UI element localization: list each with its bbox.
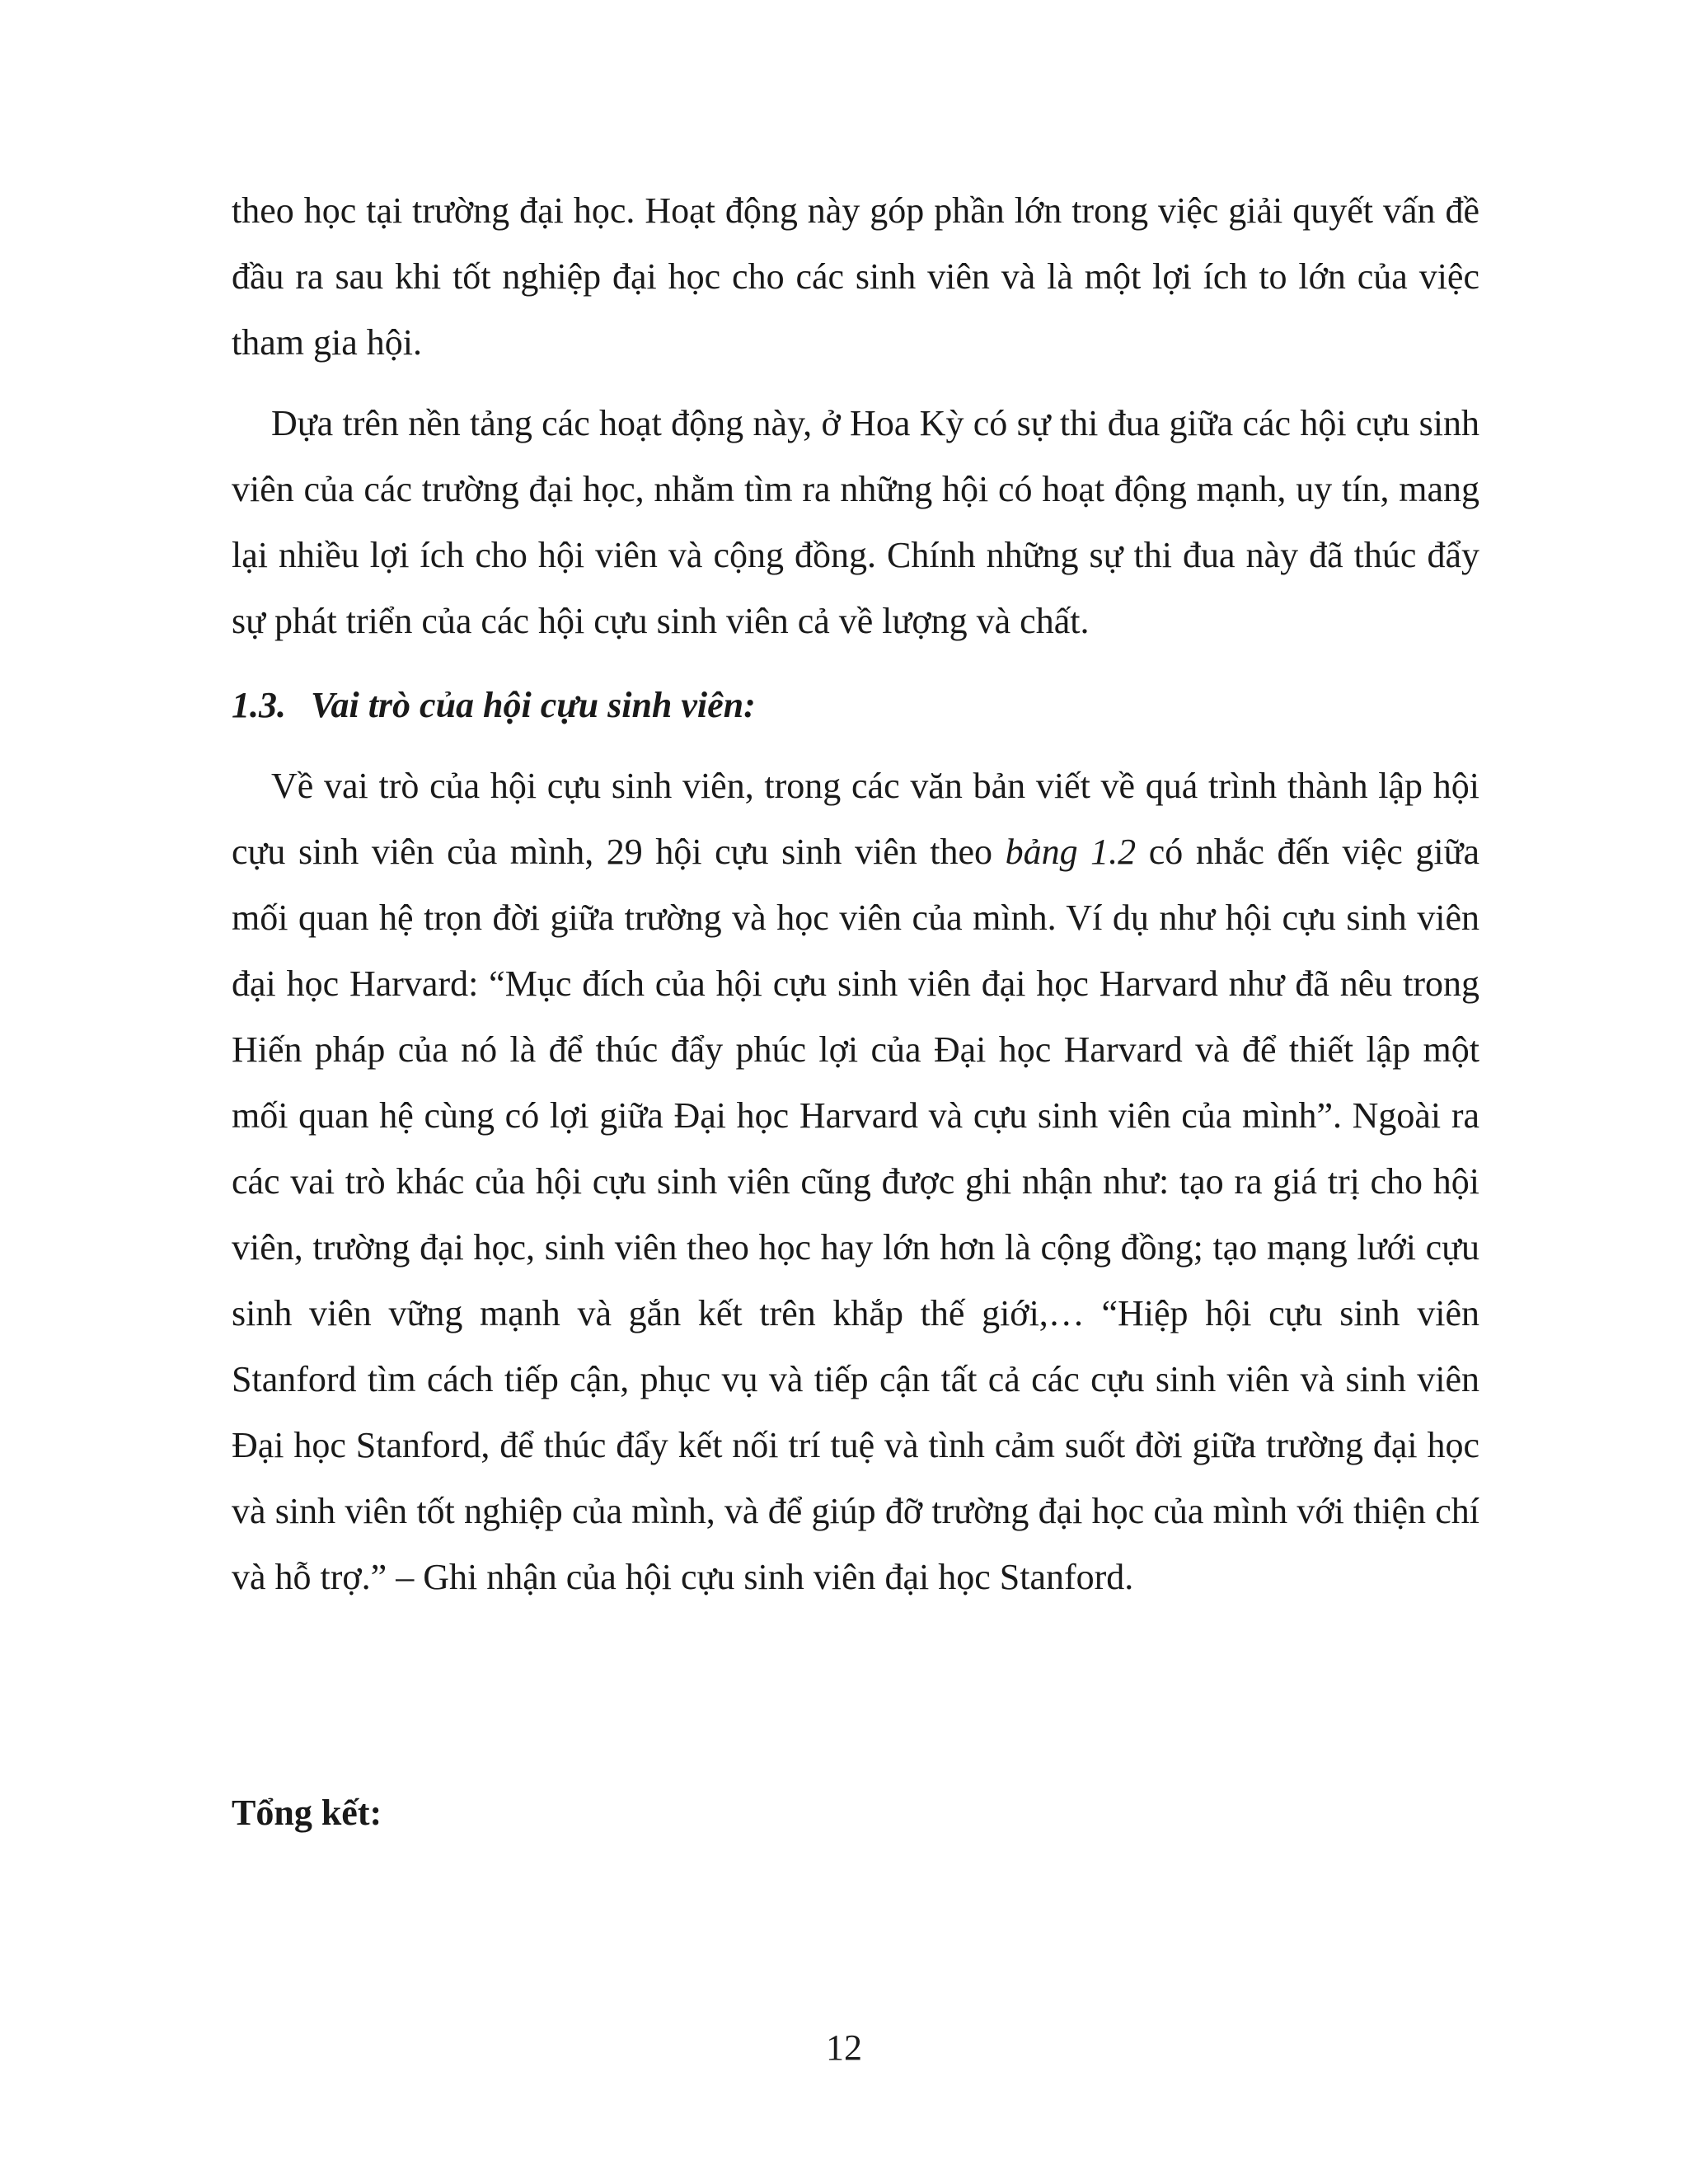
paragraph-gap bbox=[232, 376, 1479, 391]
paragraph-roles-text-1: Về vai trò của hội cựu sinh viên, trong các văn bản viết về quá trình thành lập hội cựu sinh viên của mình, 29 hội cựu sinh viên theo bbox=[232, 766, 1479, 872]
paragraph-gap bbox=[232, 654, 1479, 673]
paragraph-roles-text-2: có nhắc đến việc giữa mối quan hệ trọn đời giữa trường và học viên của mình. Ví dụ như hội cựu sinh viên đại học Harvard: “Mục đích của hội cựu sinh viên đại học Harvard như đã nêu trong Hiến pháp của nó là để thúc đẩy phúc lợi của Đại học Harvard và để thiết lập một mối quan hệ cùng có lợi giữa Đại học Harvard và cựu sinh viên của mình”. Ngoài ra các vai trò khác của hội cựu sinh viên cũng được ghi nhận như: tạo ra giá trị cho hội viên, trường đại học, sinh viên theo học hay lớn hơn là cộng đồng; tạo mạng lưới cựu sinh viên vững mạnh và gắn kết trên khắp thế giới,… “Hiệp hội cựu sinh viên Stanford tìm cách tiếp cận, phục vụ và tiếp cận tất cả các cựu sinh viên và sinh viên Đại học Stanford, để thúc đẩy kết nối trí tuệ và tình cảm suốt đời giữa trường đại học và sinh viên tốt nghiệp của mình, và để giúp đỡ trường đại học của mình với thiện chí và hỗ trợ.” – Ghi nhận của hội cựu sinh viên đại học Stanford. bbox=[232, 832, 1479, 1597]
table-reference: bảng 1.2 bbox=[1005, 832, 1137, 872]
paragraph-continuation: theo học tại trường đại học. Hoạt động này góp phần lớn trong việc giải quyết vấn đề đầu ra sau khi tốt nghiệp đại học cho các sinh viên và là một lợi ích to lớn của việc tham gia hội. bbox=[232, 190, 1479, 363]
page-number: 12 bbox=[826, 2027, 862, 2068]
section-number: 1.3. bbox=[232, 685, 286, 725]
summary-heading: Tổng kết: bbox=[232, 1793, 382, 1833]
paragraph-competition: Dựa trên nền tảng các hoạt động này, ở Hoa Kỳ có sự thi đua giữa các hội cựu sinh viên của các trường đại học, nhằm tìm ra những hội có hoạt động mạnh, uy tín, mang lại nhiều lợi ích cho hội viên và cộng đồng. Chính những sự thi đua này đã thúc đẩy sự phát triển của các hội cựu sinh viên cả về lượng và chất. bbox=[232, 403, 1479, 641]
paragraph-gap bbox=[232, 738, 1479, 753]
section-heading bbox=[232, 673, 1479, 738]
section-title: Vai trò của hội cựu sinh viên: bbox=[311, 685, 756, 725]
paragraph-roles bbox=[232, 753, 1479, 1610]
document-body bbox=[232, 178, 1479, 1610]
